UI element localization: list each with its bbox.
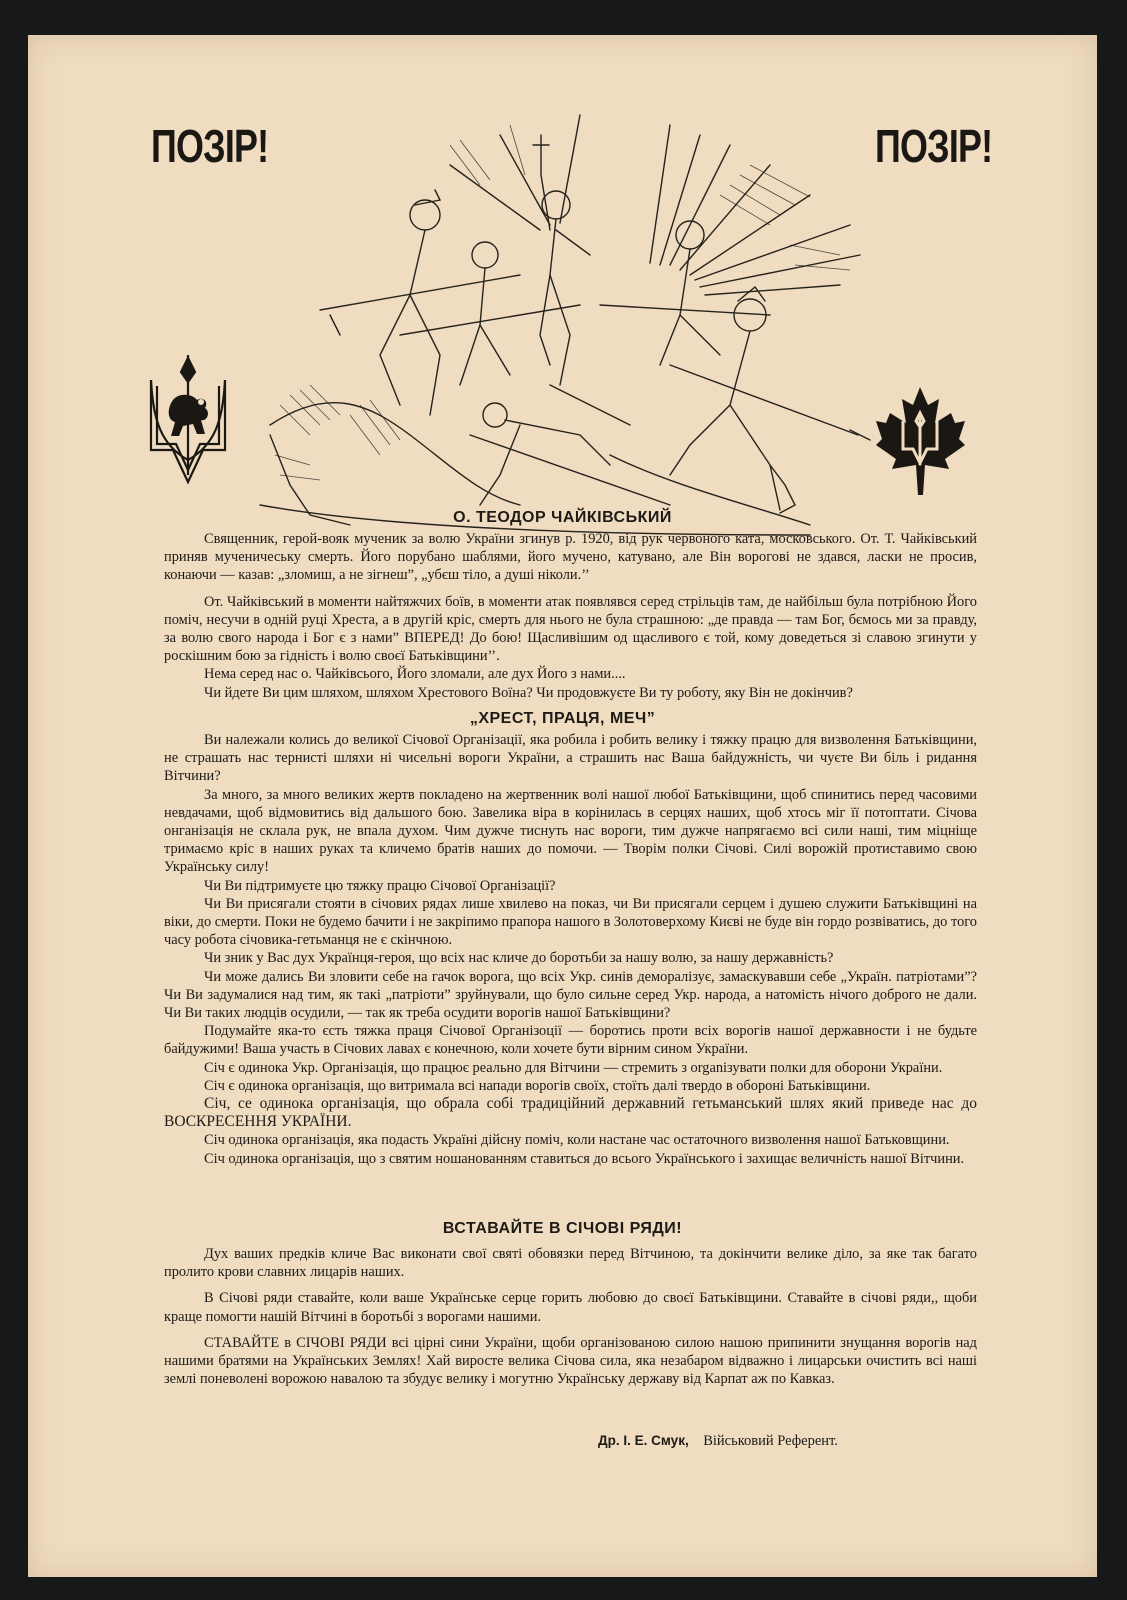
paragraph: Січ є одинока Укр. Організація, що працює реально для Вітчини — стремить з organiзувати полки для оборони України. bbox=[204, 1059, 943, 1076]
signature-name: Др. І. Е. Смук, bbox=[598, 1433, 689, 1448]
paragraph: Січ одинока організація, що з святим ношанованням ставиться до всього Українського і захищає величність нашої Вітчини. bbox=[204, 1150, 965, 1167]
paragraph: Подумайте яка-то єсть тяжка праця Січової Органiзоцiї — боротись проти всіх ворогів нашої державности і не будьте байдужими! Ваша участь в Січових лавах є конечною, коли хочете бути вірним сином України. bbox=[164, 1023, 977, 1058]
paragraph: Чи зник у Вас дух Українця-героя, що всіх нас кличе до боротьби за нашу волю, за нашу державність? bbox=[204, 950, 834, 967]
paragraph: Чи може дались Ви зловити себе на гачок ворога, що всіх Укр. синів деморалізує, замаскувавши себе „Україн. патріотами”? Чи Ви задумалися над тим, як такі „патріоти” зруйнували, що було сильне серед Укр. народа, а натомість нічого доброго не дали. Чи Ви таких людців осудили, — так як треба осудити ворогів нашої Батьківщини? bbox=[164, 968, 977, 1022]
section-heading-join-ranks: ВСТАВАЙТЕ В СІЧОВІ РЯДИ! bbox=[442, 1220, 683, 1237]
section-body-join-ranks bbox=[164, 1245, 977, 1388]
paragraph: Чи Ви підтримуєте цю тяжку працю Січової Організації? bbox=[204, 877, 556, 894]
signature bbox=[598, 1433, 838, 1450]
trident-with-lion-icon bbox=[143, 350, 233, 490]
paragraph: Чи Ви присягали стояти в січових рядах лише хвилево на показ, чи Ви присягали серцем і душею служити Батьківщині на віки, до смерти. Поки не будемо бачити і не закріпимо прапора нашого в Золотоверхому Києві не буде він гордо розвіватись, до того часу робота січовика-гетьманця не є скінчною. bbox=[164, 895, 977, 949]
signature-title: Військовий Референт. bbox=[703, 1433, 838, 1449]
headline-left: ПОЗІР! bbox=[151, 120, 269, 172]
paragraph: Чи йдете Ви цим шляхом, шляхом Хрестового Воїна? Чи продовжуєте Ви ту роботу, яку Він не докінчив? bbox=[204, 684, 853, 701]
section-heading-cross-work-sword: „ХРЕСТ, ПРАЦЯ, МЕЧ” bbox=[469, 710, 656, 727]
maple-leaf-trident-icon bbox=[873, 383, 968, 498]
paragraph: От. Чайківський в моменти найтяжчих боїв, в моменти атак появлявся серед стрільців там, де найбільш була потрібною Його поміч, несучи в одній руці Хреста, а в другій кріс, смерть для нього не була страшною: „де правда — там Бог, бємось ми за правду, за волю свого народа і Бог є з нами” ВПЕРЕД! До бою! Щасливішим од щасливого є той, кому доведеться зі славою згинути у роскішним бою за гідність і волю своєї Батьківщини’’. bbox=[164, 593, 977, 665]
paragraph: Січ є одинока організація, що витримала всі напади ворогів своїх, стоїть далі твердо в обороні Батьківщини. bbox=[204, 1077, 871, 1094]
paragraph: Січ, се одинока організація, що обрала собі традиційний державний гетьманський шлях який приведе нас до ВОСКРЕСЕННЯ УКРАЇНИ. bbox=[164, 1095, 977, 1131]
paragraph: Дух ваших предків кличе Вас виконати свої святі обовязки перед Вітчиною, та докінчити велике діло, за яке так багато пролито крови славних лицарів наших. bbox=[164, 1246, 977, 1281]
paragraph: За много, за много великих жертв покладено на жертвенник волі нашої любої Батьківщини, щоб спинитись перед часовими невдачами, щоб відмовитись від дальшого бою. Завелика віра в корінилась в серцях наших, щоб хтось міг її потоптати. Січова онганізація не склала рук, не впала духом. Чим дужче тиснуть нас вороги, тим дужче напрягаємо всі сили наші, тим міцніще тримаємо кріс в наших руках та кличемо братів наших до помочи. — Творім полки Січові. Силі ворожій протиставимо свою Українську силу! bbox=[164, 786, 977, 876]
headline-right: ПОЗІР! bbox=[875, 120, 993, 172]
paragraph: Священник, герой-вояк мученик за волю України згинув р. 1920, від рук червоного ката, московського. От. Т. Чайківський приняв мученичеську смерть. Його порубано шаблями, його мучено, катувано, але Він ворогові не здався, ласки не просив, конаючи — казав: „зломиш, а не зігнеш”, „убєш тіло, а душі ніколи.’’ bbox=[164, 531, 977, 584]
section-body-chaikivskyi bbox=[164, 530, 977, 702]
paragraph: Нема серед нас о. Чайківсього, Його зломали, але дух Його з нами.... bbox=[204, 666, 626, 683]
section-body-cross-work-sword bbox=[164, 731, 977, 1168]
battle-illustration bbox=[250, 105, 890, 545]
paragraph: Ви належали колись до великої Січової Організації, яка робила і робить велику і тяжку працю для визволення Батьківщини, не страшать нас тернисті шляхи ні чисельні вороги України, а страшить нас Ваша байдужність, чи чуєте Ви біль і ридання Вітчини? bbox=[164, 732, 977, 785]
paragraph: В Січові ряди ставайте, коли ваше Українське серце горить любовю до своєї Батьківщини. Ставайте в січові ряди,, щоби краще помогти нашій Вітчині в боротьбі з ворогами нашими. bbox=[164, 1290, 977, 1325]
section-heading-chaikivskyi: О. ТЕОДОР ЧАЙКІВСЬКИЙ bbox=[453, 509, 672, 526]
poster-sheet bbox=[28, 35, 1097, 1577]
paragraph: СТАВАЙТЕ в СІЧОВІ РЯДИ всі цірні сини України, щоби організованою силою нашою припинити знущання ворогів над нашими братями на Українських Землях! Хай виросте велика Січова сила, яка незабаром відважно і лицарськи очистить всі наші землі поневолені ворожою навалою та збудує велику і могутню Українську державу від Карпат аж по Кавказ. bbox=[164, 1334, 977, 1388]
paragraph: Січ одинока організація, яка подасть Україні дійсну поміч, коли настане час остаточного визволення нашої Батьковщини. bbox=[204, 1132, 950, 1149]
